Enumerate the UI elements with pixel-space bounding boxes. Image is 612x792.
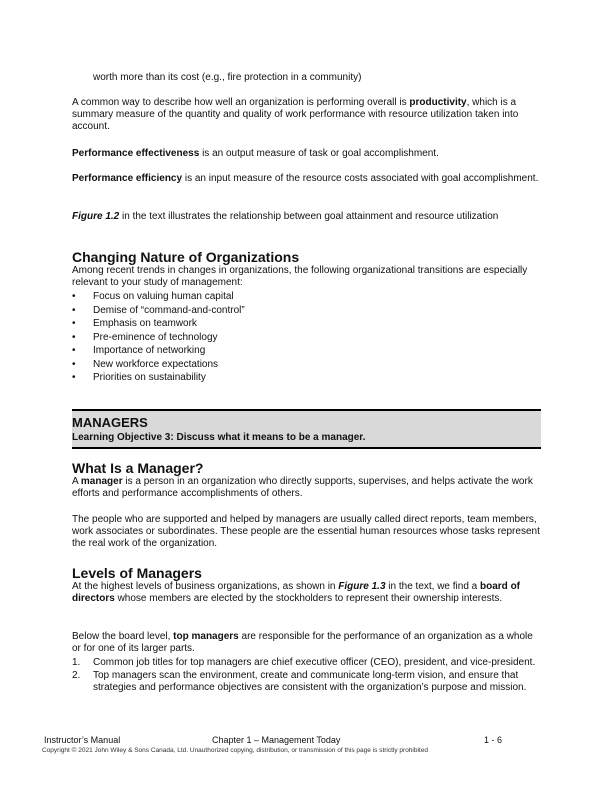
changing-nature-intro: Among recent trends in changes in organizations, the following organizational transitions are especially relevant to your study of management: <box>72 265 528 288</box>
effectiveness-paragraph: Performance effectiveness is an output measure of task or goal accomplishment. <box>72 148 439 159</box>
figure-reference-paragraph: Figure 1.2 in the text illustrates the relationship between goal attainment and resource utilization <box>72 211 499 222</box>
top-managers-term: top managers <box>173 631 239 642</box>
list-item: • Focus on valuing human capital <box>72 290 245 304</box>
footer-chapter-label: Chapter 1 – Management Today <box>212 735 341 745</box>
list-item: 1. Common job titles for top managers are chief executive officer (CEO), president, and vice-president. <box>72 657 536 668</box>
list-item: • New workforce expectations <box>72 358 245 372</box>
productivity-term: productivity <box>409 97 467 108</box>
direct-reports-paragraph: The people who are supported and helped by managers are usually called direct reports, team members, work associates or subordinates. These people are the essential human resources whose tasks represent the real work of the organization. <box>72 514 540 549</box>
footer-page-number: 1 - 6 <box>484 735 503 745</box>
productivity-paragraph: A common way to describe how well an organization is performing overall is productivity, which is a summary measure of the quantity and quality of work performance with resource utilization taken into account. <box>72 97 519 132</box>
changing-nature-heading: Changing Nature of Organizations <box>72 249 300 265</box>
continued-text: worth more than its cost (e.g., fire protection in a community) <box>93 72 362 83</box>
manager-term: manager <box>80 476 123 487</box>
what-is-manager-heading: What Is a Manager? <box>72 460 204 476</box>
effectiveness-term: Performance effectiveness <box>72 148 200 159</box>
board-paragraph: At the highest levels of business organizations, as shown in Figure 1.3 in the text, we find a board of directors whose members are elected by the stockholders to represent their ownership interests. <box>72 581 521 604</box>
transitions-list <box>72 290 245 385</box>
top-managers-paragraph: Below the board level, top managers are responsible for the performance of an organization as a whole or for one of its larger parts. <box>72 631 533 654</box>
figure-1-2-ref: Figure 1.2 <box>72 211 120 222</box>
efficiency-paragraph: Performance efficiency is an input measure of the resource costs associated with goal accomplishment. <box>72 173 539 184</box>
list-item: • Importance of networking <box>72 344 245 358</box>
manager-definition: A manager is a person in an organization who directly supports, supervises, and helps activate the work efforts and performance accomplishments of others. <box>72 476 533 499</box>
list-item: 2. Top managers scan the environment, create and communicate long-term vision, and ensure that strategies and performance objectives are consistent with the organization’s purpose and mission. <box>72 670 527 693</box>
section-title: MANAGERS <box>72 415 148 430</box>
list-item: • Pre-eminence of technology <box>72 331 245 345</box>
copyright-notice: Copyright © 2021 John Wiley & Sons Canada, Ltd. Unauthorized copying, distribution, or transmission of this page is strictly prohibited <box>42 747 428 754</box>
footer-manual-label: Instructor’s Manual <box>44 735 121 745</box>
top-managers-list <box>72 657 542 694</box>
levels-of-managers-heading: Levels of Managers <box>72 565 202 581</box>
managers-section-header <box>72 409 541 449</box>
list-item: • Emphasis on teamwork <box>72 317 245 331</box>
list-item: • Demise of “command-and-control” <box>72 304 245 318</box>
efficiency-term: Performance efficiency <box>72 173 183 184</box>
board-term: board of directors <box>72 581 521 604</box>
learning-objective: Learning Objective 3: Discuss what it means to be a manager. <box>72 432 366 443</box>
figure-1-3-ref: Figure 1.3 <box>338 581 386 592</box>
list-item: • Priorities on sustainability <box>72 371 245 385</box>
